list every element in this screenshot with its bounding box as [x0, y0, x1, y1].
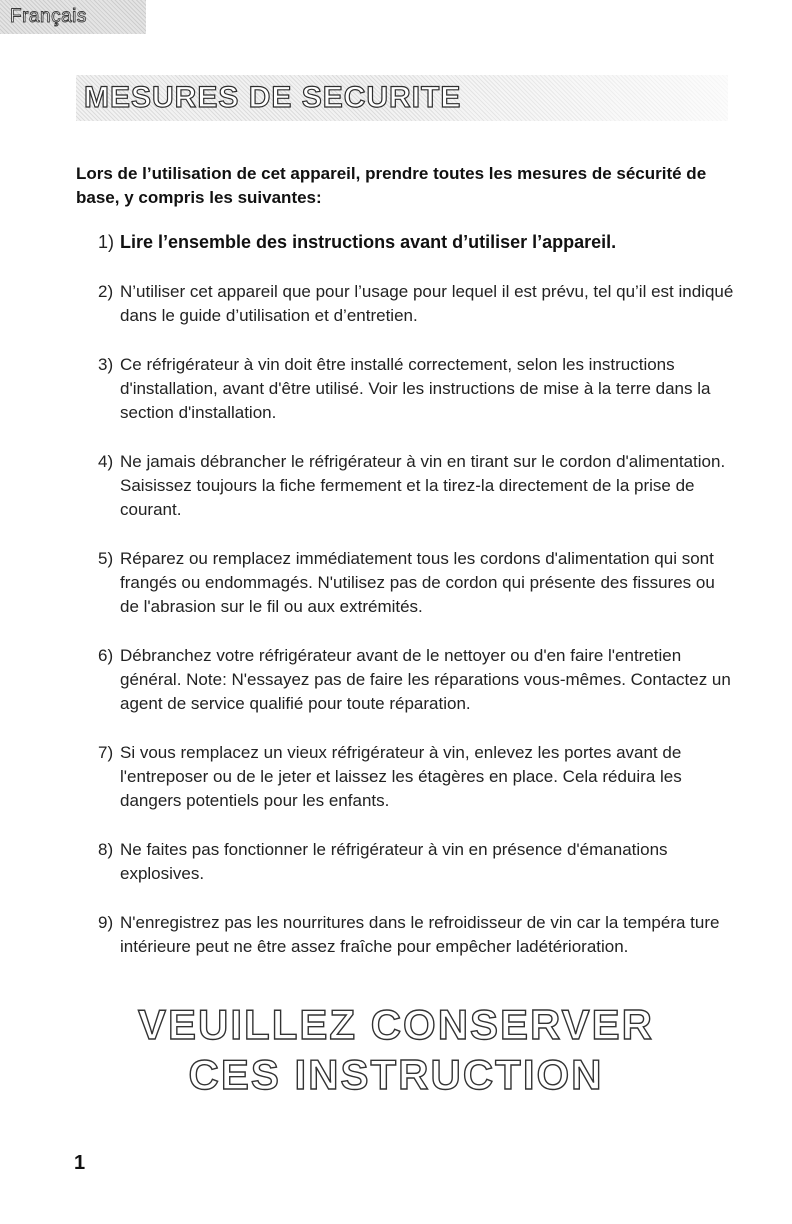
list-item [98, 838, 738, 886]
list-item-text: N'enregistrez pas les nourritures dans le refroidisseur de vin car la tempéra ture intérieure peut ne être assez fraîche pour empêcher ladétérioration. [120, 913, 720, 956]
safety-instructions-list [98, 230, 738, 984]
language-tab [0, 0, 146, 34]
list-item-number: 2) [98, 282, 114, 301]
list-item-number: 3) [98, 355, 114, 374]
list-item-text: Ne jamais débrancher le réfrigérateur à vin en tirant sur le cordon d'alimentation. Saisissez toujours la fiche fermement et la tirez-la directement de la prise de courant. [120, 452, 726, 519]
intro-text: Lors de l’utilisation de cet appareil, prendre toutes les mesures de sécurité de base, y compris les suivantes: [76, 164, 707, 207]
list-item [98, 353, 738, 425]
list-item-text: Débranchez votre réfrigérateur avant de le nettoyer ou d'en faire l'entretien général. Note: N'essayez pas de faire les réparations vous-mêmes. Contactez un agent de service qualifié pour toute réparation. [120, 646, 731, 713]
list-item-number: 7) [98, 743, 114, 762]
section-title-band [76, 75, 728, 121]
list-item-text: Réparez ou remplacez immédiatement tous les cordons d'alimentation qui sont frangés ou endommagés. N'utilisez pas de cordon qui présente des fissures ou de l'abrasion sur le fil ou aux extrémités. [120, 549, 715, 616]
list-item-text: N’utiliser cet appareil que pour l’usage pour lequel il est prévu, tel qu’il est indiqué dans le guide d’utilisation et d’entretien. [120, 282, 734, 325]
list-item [98, 547, 738, 619]
list-item-text: Ce réfrigérateur à vin doit être installé correctement, selon les instructions d'installation, avant d'être utilisé. Voir les instructions de mise à la terre dans la section d'installation. [120, 355, 711, 422]
outro-line-2: CES INSTRUCTION [188, 1051, 604, 1098]
list-item-number: 8) [98, 840, 114, 859]
list-item-number: 5) [98, 549, 114, 568]
list-item-text: Si vous remplacez un vieux réfrigérateur à vin, enlevez les portes avant de l'entreposer ou de le jeter et laissez les étagères en place. Cela réduira les dangers potentiels pour les enfants. [120, 743, 682, 810]
list-item-text: Ne faites pas fonctionner le réfrigérateur à vin en présence d'émanations explosives. [120, 840, 668, 883]
language-tab-label: Français [10, 6, 87, 27]
list-item [98, 230, 738, 254]
list-item-number: 9) [98, 913, 114, 932]
outro-line-1: VEUILLEZ CONSERVER [138, 1001, 654, 1048]
list-item [98, 450, 738, 522]
list-item-number: 4) [98, 452, 114, 471]
list-item-text: Lire l’ensemble des instructions avant d’utiliser l’appareil. [120, 232, 617, 252]
list-item [98, 280, 738, 328]
list-item-number: 1) [98, 232, 115, 252]
keep-instructions-banner [76, 1000, 716, 1100]
list-item [98, 741, 738, 813]
list-item [98, 644, 738, 716]
section-title: MESURES DE SECURITE [84, 81, 462, 114]
list-item-number: 6) [98, 646, 114, 665]
page-number: 1 [74, 1152, 86, 1174]
list-item [98, 911, 738, 959]
